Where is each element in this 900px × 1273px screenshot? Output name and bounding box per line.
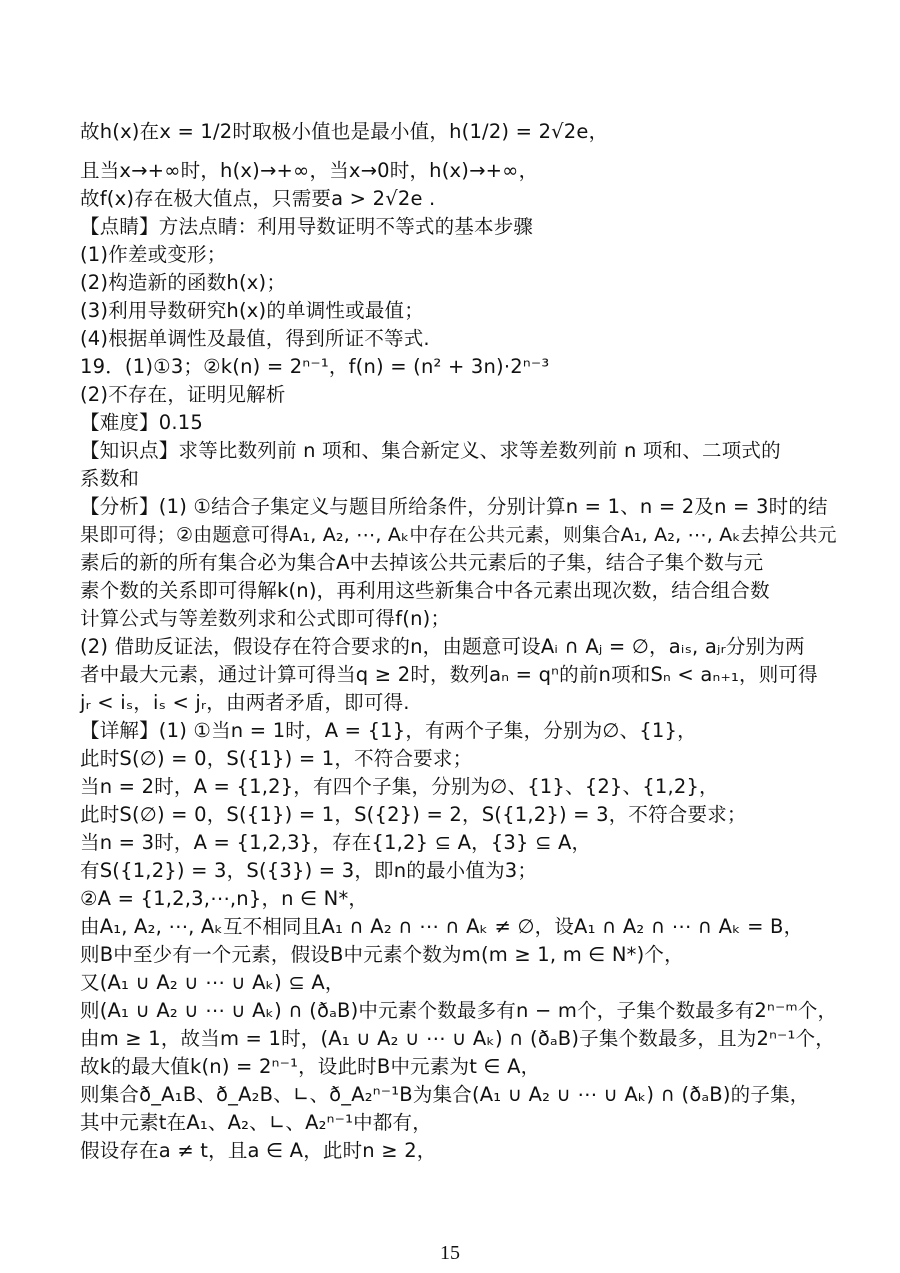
text-line: 素个数的关系即可得解k(n)，再利用这些新集合中各元素出现次数，结合组合数	[80, 579, 770, 602]
text-line: 有S({1,2}) = 3，S({3}) = 3，即n的最小值为3；	[80, 859, 538, 882]
text-line: jᵣ < iₛ，iₛ < jᵣ，由两者矛盾，即可得.	[80, 691, 410, 714]
knowledge-line: 【知识点】求等比数列前 n 项和、集合新定义、求等差数列前 n 项和、二项式的	[80, 439, 781, 462]
detail-line: 【详解】(1) ①当n = 1时，A = {1}，有两个子集，分别为∅、{1}，	[80, 719, 697, 742]
text-line: 当n = 2时，A = {1,2}，有四个子集，分别为∅、{1}、{2}、{1,2}，	[80, 775, 719, 798]
answer-line: 19．(1)①3；②k(n) = 2ⁿ⁻¹，f(n) = (n² + 3n)·2ⁿ⁻³	[80, 355, 550, 378]
text-line: 由m ≥ 1，故当m = 1时，(A₁ ∪ A₂ ∪ ⋯ ∪ Aₖ) ∩ (ðₐB)子集个数最多，且为2ⁿ⁻¹个，	[80, 1027, 835, 1050]
text-line: 故h(x)在x = 1/2时取极小值也是最小值，h(1/2) = 2√2e，	[80, 120, 609, 143]
page-number: 15	[440, 1242, 460, 1264]
text-line: 则B中至少有一个元素，假设B中元素个数为m(m ≥ 1, m ∈ N*)个，	[80, 943, 684, 966]
text-line: 其中元素t在A₁、A₂、∟、A₂ⁿ⁻¹中都有，	[80, 1111, 432, 1134]
text-line: 则(A₁ ∪ A₂ ∪ ⋯ ∪ Aₖ) ∩ (ðₐB)中元素个数最多有n − m个，子集个数最多有2ⁿ⁻ᵐ个，	[80, 999, 838, 1022]
text-line: (2) 借助反证法，假设存在符合要求的n，由题意可设Aᵢ ∩ Aⱼ = ∅，aᵢₛ, aⱼᵣ分别为两	[80, 635, 805, 658]
analysis-line: 【分析】(1) ①结合子集定义与题目所给条件，分别计算n = 1、n = 2及n = 3时的结	[80, 495, 828, 518]
text-line: 故k的最大值k(n) = 2ⁿ⁻¹，设此时B中元素为t ∈ A，	[80, 1055, 541, 1078]
text-line: 果即可得；②由题意可得A₁, A₂, ⋯, Aₖ中存在公共元素，则集合A₁, A₂, ⋯, Aₖ去掉公共元	[80, 524, 837, 546]
text-line: 当n = 3时，A = {1,2,3}，存在{1,2} ⊆ A，{3} ⊆ A，	[80, 831, 592, 854]
text-line: 又(A₁ ∪ A₂ ∪ ⋯ ∪ Aₖ) ⊆ A，	[80, 971, 345, 994]
text-line: 则集合ð_A₁B、ð_A₂B、∟、ð_A₂ⁿ⁻¹B为集合(A₁ ∪ A₂ ∪ ⋯ ∪ Aₖ) ∩ (ðₐB)的子集，	[80, 1083, 810, 1106]
text-line: 者中最大元素，通过计算可得当q ≥ 2时，数列aₙ = qⁿ的前n项和Sₙ < aₙ₊₁，则可得	[80, 663, 818, 686]
text-line: 系数和	[80, 467, 140, 490]
text-line: 假设存在a ≠ t，且a ∈ A，此时n ≥ 2，	[80, 1139, 437, 1162]
text-line: (2)不存在，证明见解析	[80, 383, 286, 406]
text-line: 此时S(∅) = 0，S({1}) = 1，不符合要求；	[80, 747, 473, 770]
text-line: (4)根据单调性及最值，得到所证不等式.	[80, 327, 430, 350]
text-line: 素后的新的所有集合必为集合A中去掉该公共元素后的子集，结合子集个数与元	[80, 551, 764, 574]
text-line: 计算公式与等差数列求和公式即可得f(n)；	[80, 607, 451, 630]
difficulty-line: 【难度】0.15	[80, 411, 204, 434]
text-line: ②A = {1,2,3,⋯,n}，n ∈ N*，	[80, 887, 369, 910]
text-line: (1)作差或变形；	[80, 243, 227, 266]
text-line: 此时S(∅) = 0，S({1}) = 1，S({2}) = 2，S({1,2}) = 3，不符合要求；	[80, 803, 747, 826]
text-line: (2)构造新的函数h(x)；	[80, 271, 287, 294]
text-line: 且当x→+∞时，h(x)→+∞，当x→0时，h(x)→+∞，	[80, 159, 539, 182]
text-line: 由A₁, A₂, ⋯, Aₖ互不相同且A₁ ∩ A₂ ∩ ⋯ ∩ Aₖ ≠ ∅，设A₁ ∩ A₂ ∩ ⋯ ∩ Aₖ = B，	[80, 915, 804, 938]
section-heading: 【点睛】方法点睛：利用导数证明不等式的基本步骤	[80, 215, 534, 238]
text-line: (3)利用导数研究h(x)的单调性或最值；	[80, 299, 424, 322]
text-line: 故f(x)存在极大值点，只需要a > 2√2e .	[80, 187, 436, 210]
